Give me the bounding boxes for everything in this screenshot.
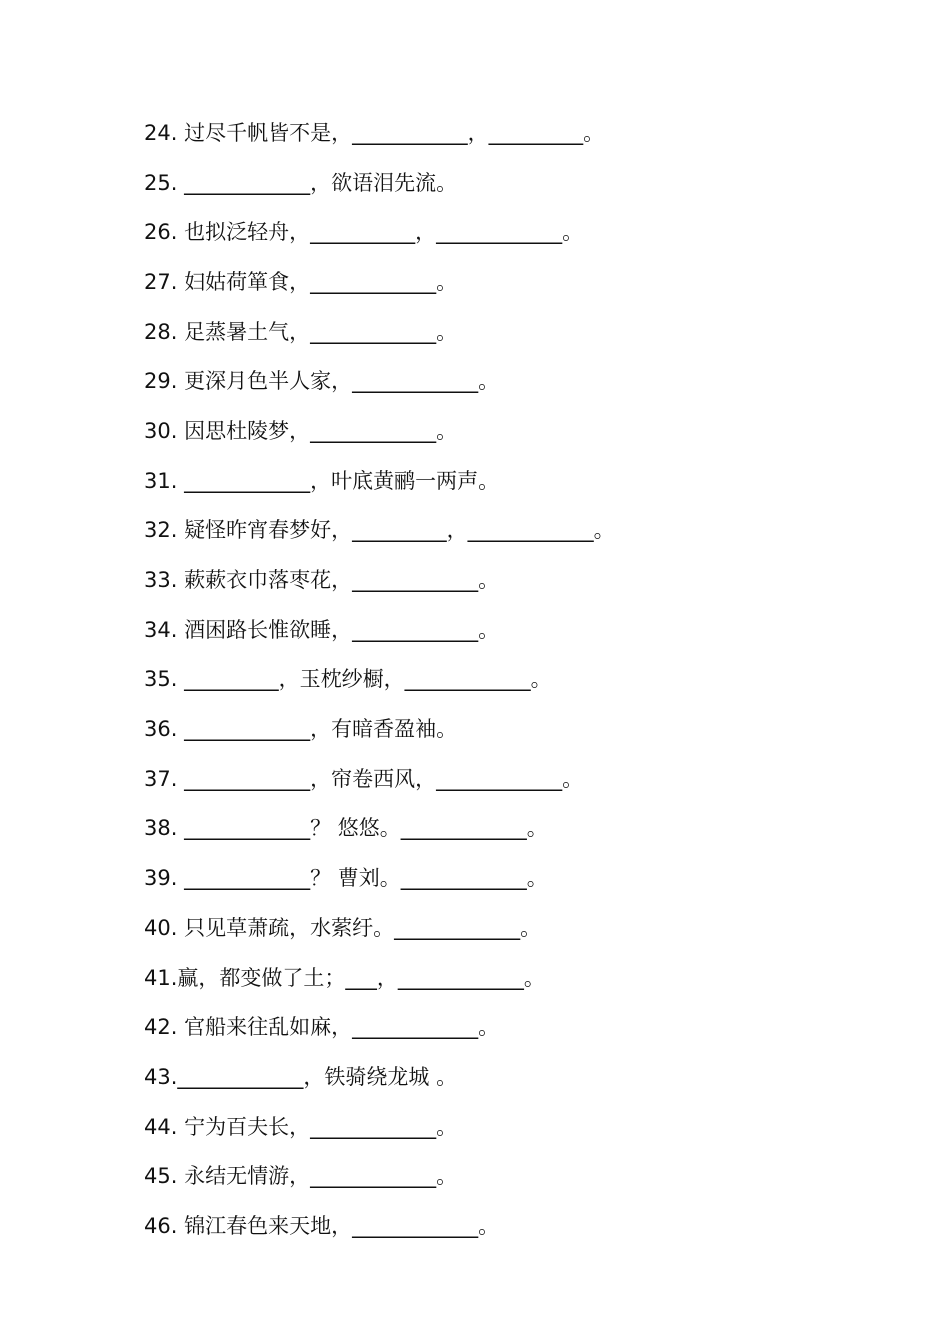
question-line: 36. ____________，有暗香盈袖。 <box>144 717 458 742</box>
question-line: 25. ____________，欲语泪先流。 <box>144 170 458 195</box>
fill-in-list <box>144 108 615 1251</box>
question-line: 38. ____________？ 悠悠。____________。 <box>144 816 548 841</box>
question-line: 39. ____________？ 曹刘。____________。 <box>144 866 548 891</box>
question-line: 33. 蔌蔌衣巾落枣花，____________。 <box>144 568 500 593</box>
question-line: 24. 过尽千帆皆不是，___________，_________。 <box>144 120 605 145</box>
question-line: 27. 妇姑荷箪食，____________。 <box>144 269 458 294</box>
question-line: 26. 也拟泛轻舟，__________，____________。 <box>144 220 584 245</box>
question-line: 28. 足蒸暑土气，____________。 <box>144 319 458 344</box>
question-line: 41.赢，都变做了土；___，____________。 <box>144 965 545 990</box>
question-line: 35. _________，玉枕纱橱，____________。 <box>144 667 552 692</box>
question-line: 37. ____________，帘卷西风，____________。 <box>144 766 584 791</box>
question-line: 30. 因思杜陵梦，____________。 <box>144 418 458 443</box>
question-line: 43.____________，铁骑绕龙城 。 <box>144 1064 458 1089</box>
question-line: 44. 宁为百夫长，____________。 <box>144 1114 458 1139</box>
question-line: 34. 酒困路长惟欲睡，____________。 <box>144 617 500 642</box>
question-line: 42. 官船来往乱如麻，____________。 <box>144 1015 500 1040</box>
question-line: 45. 永结无情游，____________。 <box>144 1164 458 1189</box>
question-line: 29. 更深月色半人家，____________。 <box>144 369 500 394</box>
question-line: 46. 锦江春色来天地，____________。 <box>144 1213 500 1238</box>
question-line: 40. 只见草萧疏，水萦纡。____________。 <box>144 915 542 940</box>
question-line: 32. 疑怪昨宵春梦好，_________，____________。 <box>144 518 615 543</box>
question-line: 31. ____________，叶底黄鹂一两声。 <box>144 468 500 493</box>
